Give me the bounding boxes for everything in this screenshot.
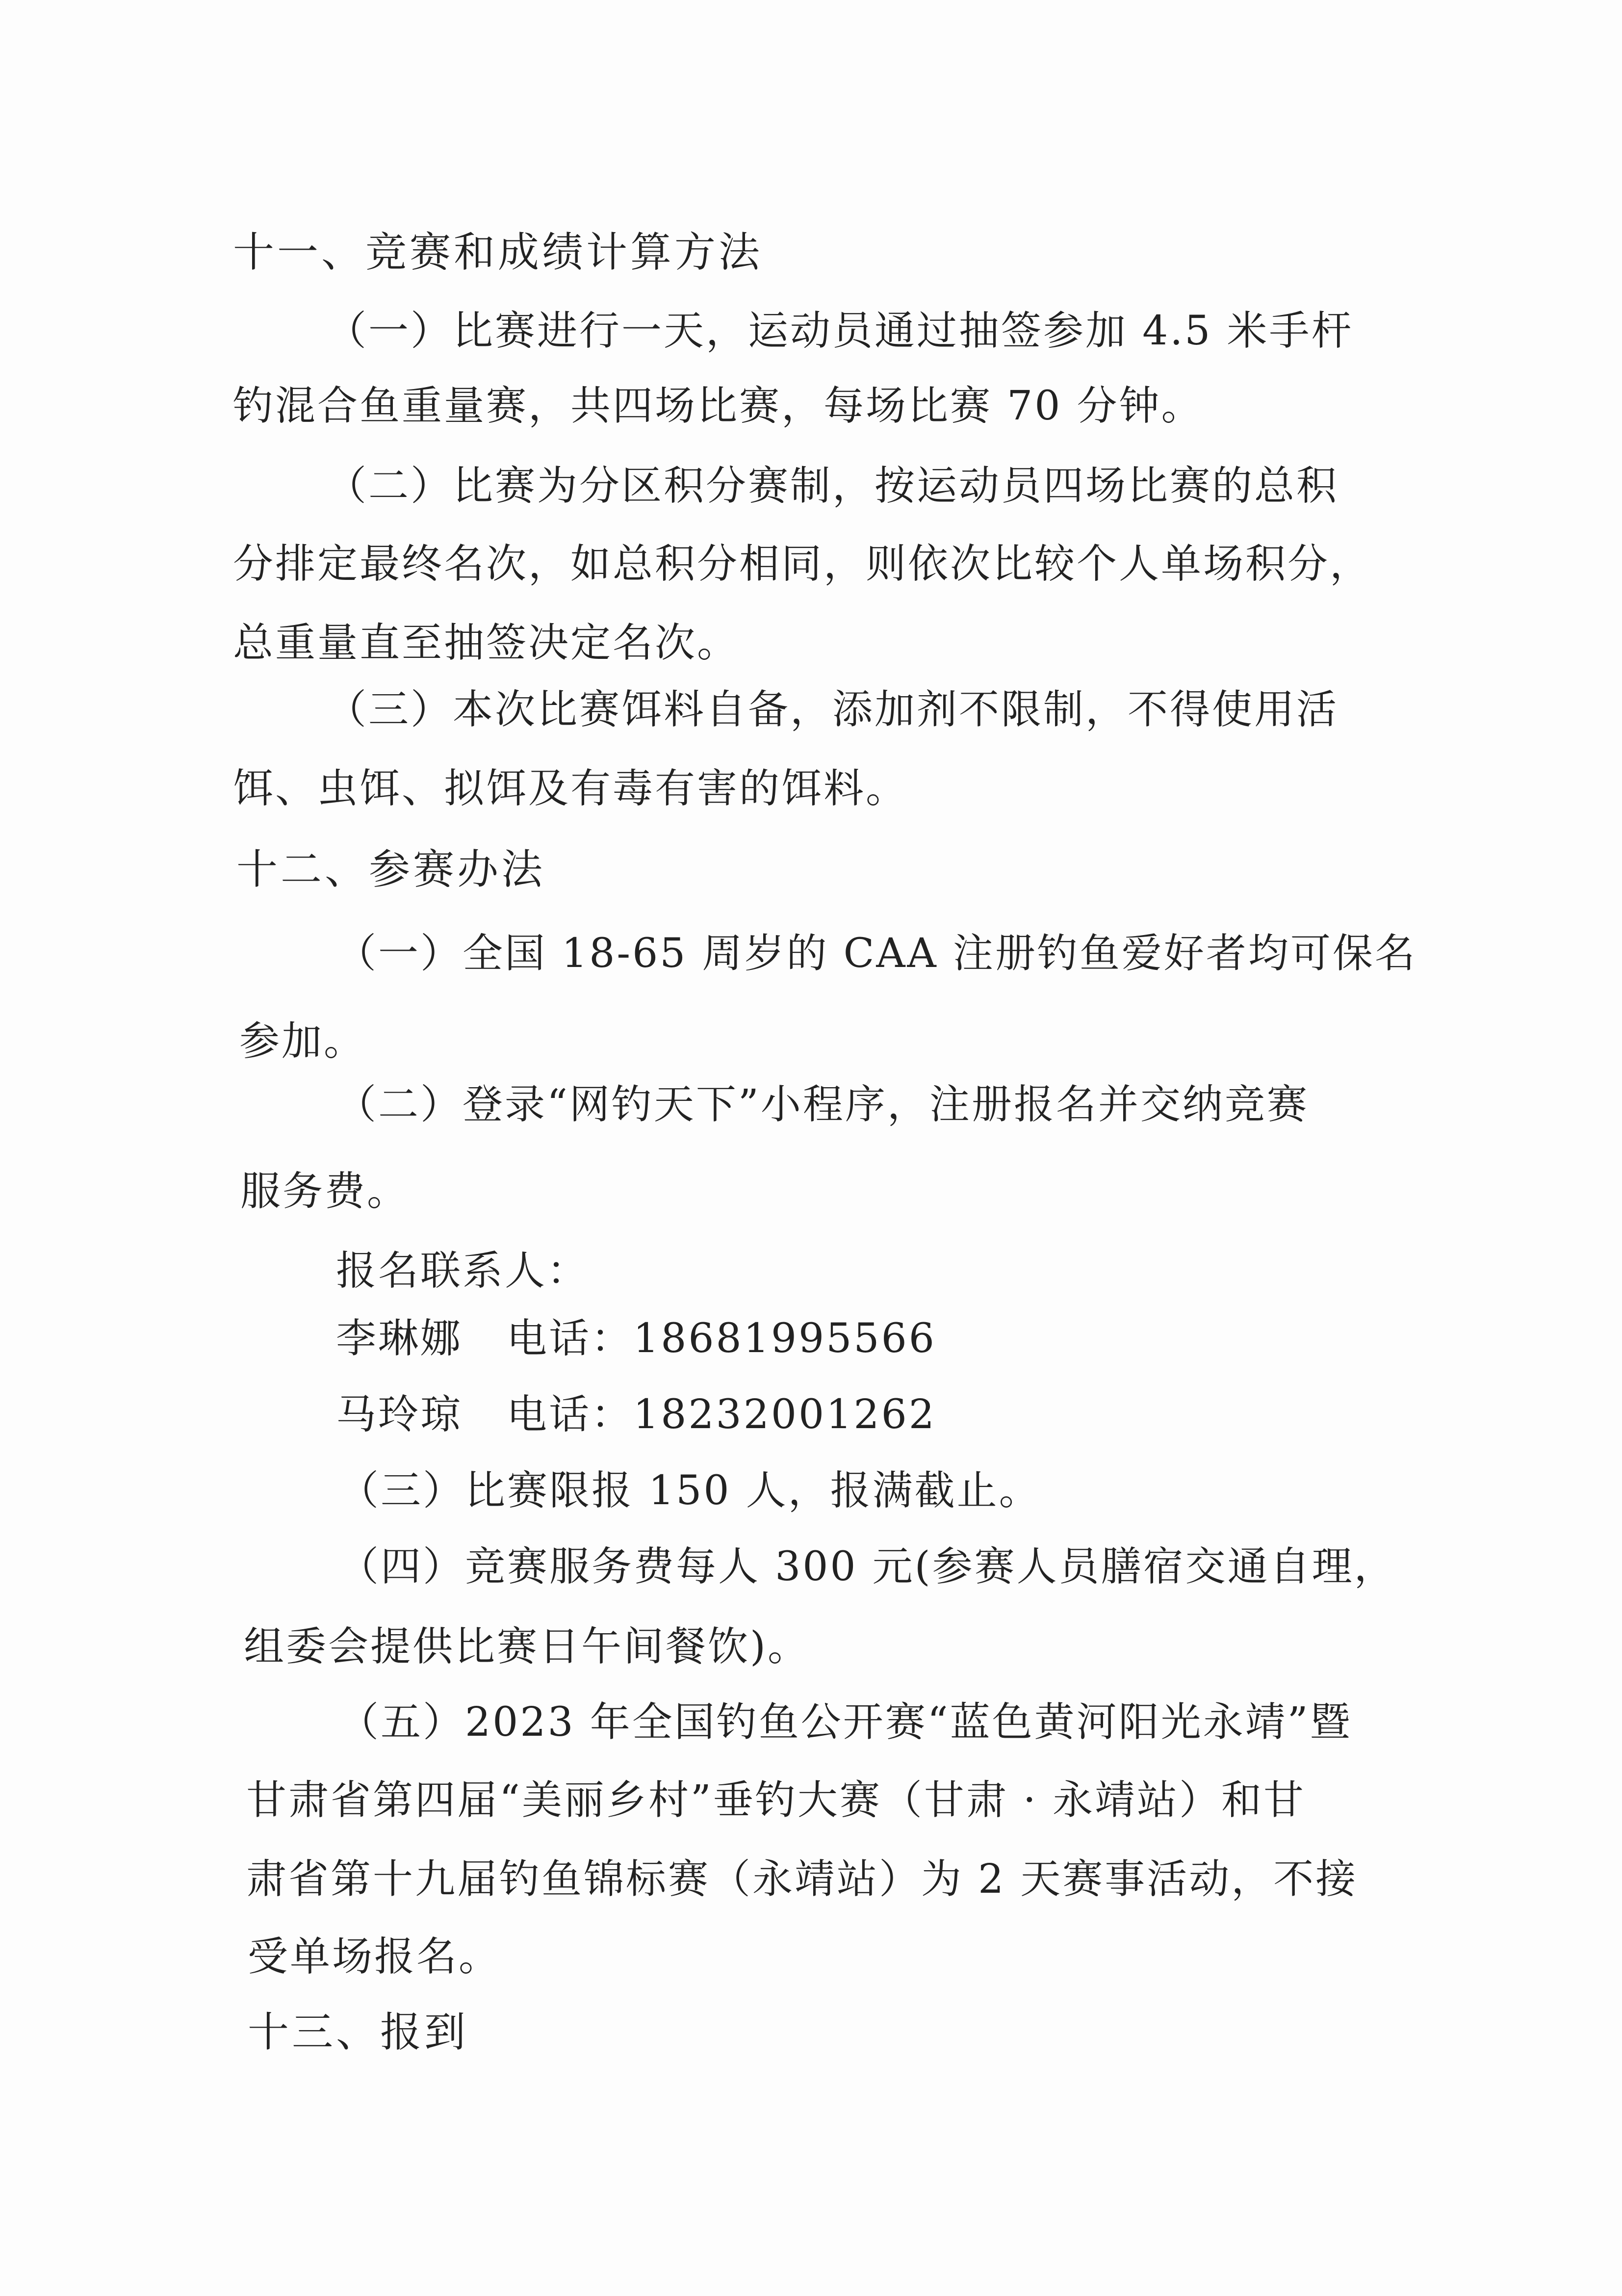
paragraph-line: （三）比赛限报 150 人，报满截止。 [338,1467,1041,1514]
paragraph-line: （二）登录“网钓天下”小程序，注册报名并交纳竞赛 [336,1081,1309,1128]
phone-number: 18232001262 [633,1391,936,1438]
paragraph-line: （一）比赛进行一天，运动员通过抽签参加 4.5 米手杆 [326,308,1354,354]
paragraph-line: （二）比赛为分区积分赛制，按运动员四场比赛的总积 [326,463,1339,509]
phone-number: 18681995566 [633,1315,936,1362]
section-heading-12: 十二、参赛办法 [236,845,546,893]
paragraph-line: 钓混合鱼重量赛，共四场比赛，每场比赛 70 分钟。 [233,383,1204,429]
contact-name: 李琳娜 [336,1315,463,1362]
contact-label: 报名联系人： [336,1248,590,1294]
paragraph-line: 服务费。 [240,1168,410,1215]
paragraph-line: 组委会提供比赛日午间餐饮)。 [244,1623,810,1670]
section-heading-13: 十三、报到 [248,2008,469,2056]
contact-name: 马玲琼 [336,1391,463,1438]
contact-row [336,1315,936,1362]
paragraph-line: （五）2023 年全国钓鱼公开赛“蓝色黄河阳光永靖”暨 [338,1699,1352,1746]
paragraph-line: （一）全国 18-65 周岁的 CAA 注册钓鱼爱好者均可保名 [336,930,1417,977]
paragraph-line: 饵、虫饵、拟饵及有毒有害的饵料。 [233,765,908,812]
paragraph-line: 参加。 [239,1018,366,1065]
phone-label: 电话： [507,1391,634,1438]
paragraph-line: （三）本次比赛饵料自备，添加剂不限制，不得使用活 [326,686,1339,733]
paragraph-line: 分排定最终名次，如总积分相同，则依次比较个人单场积分， [233,541,1372,587]
section-heading-11: 十一、竞赛和成绩计算方法 [233,228,763,276]
paragraph-line: 甘肃省第四届“美丽乡村”垂钓大赛（甘肃 · 永靖站）和甘 [246,1777,1306,1824]
paragraph-line: 肃省第十九届钓鱼锦标赛（永靖站）为 2 天赛事活动，不接 [246,1856,1358,1903]
paragraph-line: 总重量直至抽签决定名次。 [233,620,740,666]
paragraph-line: 受单场报名。 [248,1933,501,1980]
paragraph-line: （四）竞赛服务费每人 300 元(参赛人员膳宿交通自理， [338,1543,1396,1590]
phone-label: 电话： [507,1315,634,1362]
contact-row [336,1391,936,1438]
